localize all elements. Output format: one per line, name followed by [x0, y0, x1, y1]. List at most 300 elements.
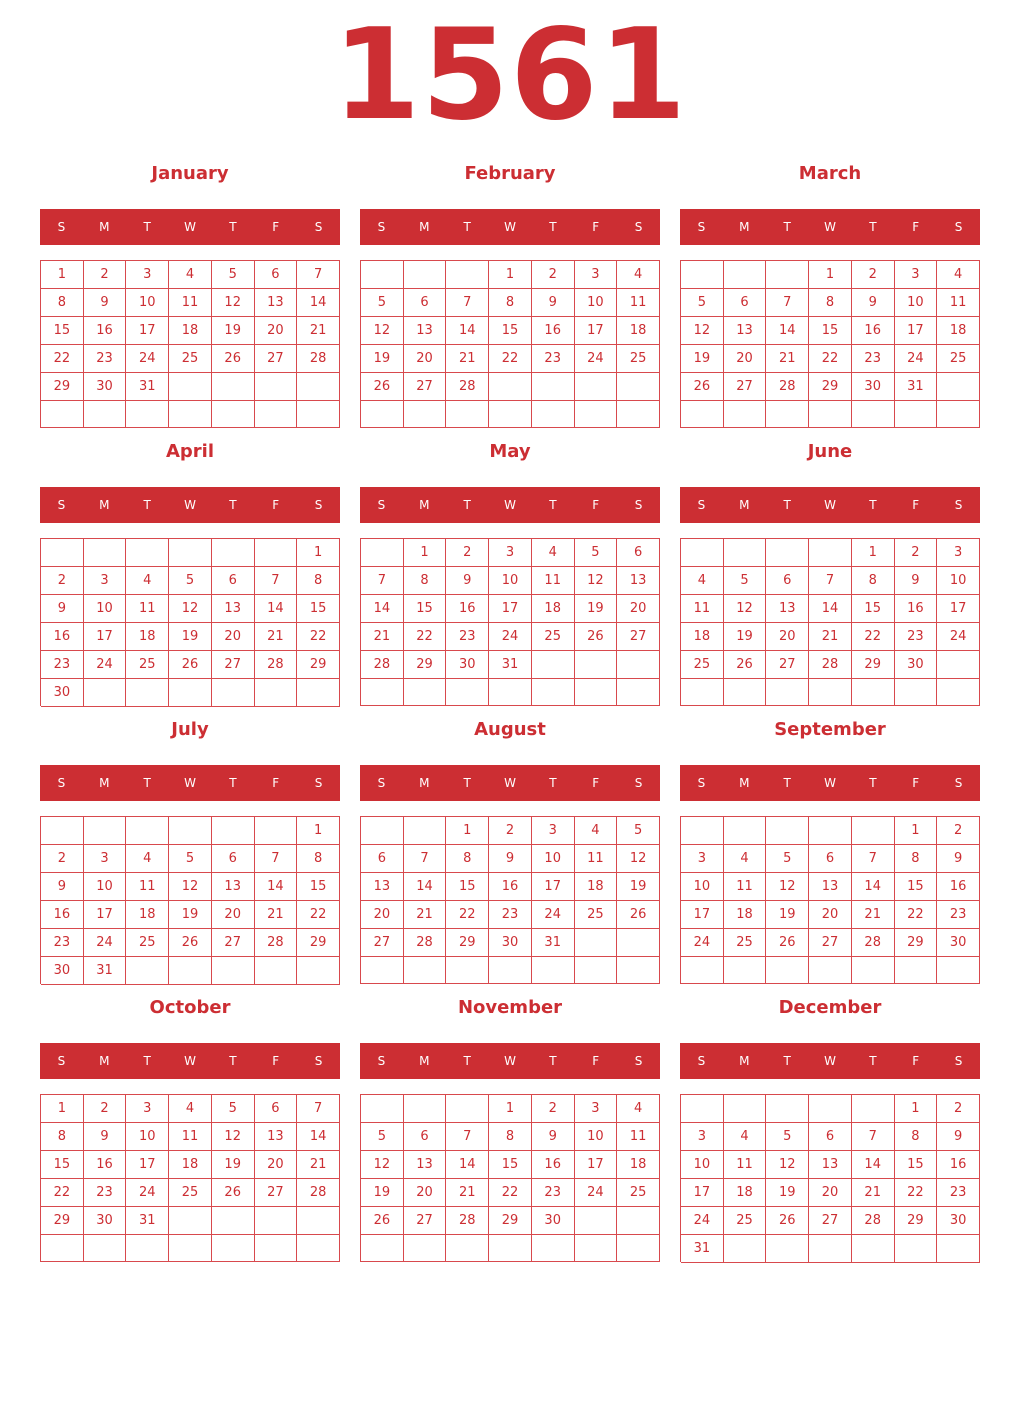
- weekday-label: S: [377, 1054, 386, 1068]
- day-cell: 5: [169, 567, 212, 595]
- day-cell: 13: [255, 289, 298, 317]
- weekday-label: S: [57, 1054, 66, 1068]
- day-cell: 17: [681, 901, 724, 929]
- day-cell: 3: [681, 845, 724, 873]
- weekday-label: S: [697, 1054, 706, 1068]
- day-cell: 10: [84, 595, 127, 623]
- weekday-label: F: [272, 220, 280, 234]
- day-cell: [446, 261, 489, 289]
- day-cell: 3: [126, 261, 169, 289]
- day-cell: [617, 957, 660, 984]
- day-cell: [255, 401, 298, 428]
- day-cell: 2: [937, 817, 980, 845]
- day-cell: [681, 401, 724, 428]
- weekday-label: S: [697, 776, 706, 790]
- day-cell: 18: [617, 1151, 660, 1179]
- day-cell: 19: [169, 623, 212, 651]
- day-cell: 30: [84, 1207, 127, 1235]
- day-cell: 24: [937, 623, 980, 651]
- weekday-label: W: [184, 498, 196, 512]
- day-cell: [681, 679, 724, 706]
- day-cell: [169, 957, 212, 985]
- day-cell: 16: [937, 1151, 980, 1179]
- day-cell: 1: [489, 261, 532, 289]
- weekday-label: M: [99, 776, 110, 790]
- day-cell: 20: [809, 1179, 852, 1207]
- day-cell: 25: [724, 1207, 767, 1235]
- day-cell: 14: [766, 317, 809, 345]
- day-cell: 16: [84, 317, 127, 345]
- day-cell: 3: [575, 1095, 618, 1123]
- day-cell: [575, 957, 618, 984]
- day-cell: [766, 679, 809, 706]
- day-cell: 29: [809, 373, 852, 401]
- day-cell: 27: [809, 929, 852, 957]
- day-cell: 17: [126, 1151, 169, 1179]
- day-cell: 28: [361, 651, 404, 679]
- day-grid: [360, 816, 660, 984]
- day-cell: 18: [169, 317, 212, 345]
- weekday-label: W: [184, 220, 196, 234]
- day-cell: 11: [126, 873, 169, 901]
- weekday-label: T: [869, 1054, 877, 1068]
- day-cell: 6: [766, 567, 809, 595]
- day-cell: 16: [489, 873, 532, 901]
- day-cell: 9: [489, 845, 532, 873]
- day-cell: [532, 957, 575, 984]
- day-cell: 17: [532, 873, 575, 901]
- day-cell: 31: [126, 373, 169, 401]
- day-cell: 21: [297, 317, 340, 345]
- day-cell: 26: [575, 623, 618, 651]
- day-cell: 13: [212, 873, 255, 901]
- day-cell: 21: [852, 901, 895, 929]
- weekday-label: T: [229, 498, 237, 512]
- day-cell: 24: [575, 1179, 618, 1207]
- day-cell: 29: [489, 1207, 532, 1235]
- day-cell: [446, 1235, 489, 1262]
- day-cell: 25: [126, 651, 169, 679]
- day-cell: 15: [489, 317, 532, 345]
- day-cell: 7: [404, 845, 447, 873]
- day-cell: [532, 401, 575, 428]
- day-cell: [895, 1235, 938, 1263]
- day-cell: [724, 679, 767, 706]
- weekday-header: [680, 487, 980, 523]
- day-cell: [766, 957, 809, 984]
- day-cell: 21: [255, 623, 298, 651]
- weekday-label: T: [463, 220, 471, 234]
- day-cell: 11: [169, 289, 212, 317]
- day-cell: 29: [446, 929, 489, 957]
- day-cell: 19: [724, 623, 767, 651]
- weekday-label: S: [634, 220, 643, 234]
- weekday-label: S: [954, 498, 963, 512]
- day-cell: 2: [41, 845, 84, 873]
- day-cell: 31: [681, 1235, 724, 1263]
- day-grid: [40, 816, 340, 984]
- day-cell: 5: [212, 261, 255, 289]
- day-cell: [169, 679, 212, 707]
- day-cell: 6: [212, 567, 255, 595]
- day-cell: [724, 1235, 767, 1263]
- day-cell: 10: [575, 1123, 618, 1151]
- day-cell: 18: [126, 623, 169, 651]
- day-cell: 6: [212, 845, 255, 873]
- day-cell: 30: [489, 929, 532, 957]
- day-cell: 25: [724, 929, 767, 957]
- day-cell: 2: [84, 261, 127, 289]
- day-cell: [404, 1095, 447, 1123]
- weekday-label: W: [504, 1054, 516, 1068]
- day-cell: 26: [361, 373, 404, 401]
- day-cell: 20: [255, 317, 298, 345]
- weekday-header: [360, 487, 660, 523]
- day-cell: [212, 817, 255, 845]
- weekday-label: F: [592, 1054, 600, 1068]
- day-cell: 14: [446, 317, 489, 345]
- day-cell: 22: [41, 1179, 84, 1207]
- weekday-label: S: [57, 776, 66, 790]
- day-cell: 20: [766, 623, 809, 651]
- day-cell: 14: [852, 873, 895, 901]
- weekday-label: F: [272, 498, 280, 512]
- day-cell: 30: [895, 651, 938, 679]
- weekday-label: W: [504, 776, 516, 790]
- month-title: February: [464, 163, 556, 184]
- day-cell: [617, 679, 660, 706]
- day-cell: 26: [212, 345, 255, 373]
- day-cell: 28: [766, 373, 809, 401]
- day-cell: 28: [809, 651, 852, 679]
- day-cell: 30: [84, 373, 127, 401]
- day-cell: 9: [895, 567, 938, 595]
- day-cell: 8: [446, 845, 489, 873]
- weekday-label: W: [504, 220, 516, 234]
- day-cell: 4: [126, 567, 169, 595]
- day-cell: 4: [681, 567, 724, 595]
- day-cell: 7: [255, 567, 298, 595]
- day-cell: 4: [169, 261, 212, 289]
- day-cell: [255, 957, 298, 985]
- day-cell: 7: [446, 289, 489, 317]
- day-cell: 17: [575, 1151, 618, 1179]
- day-cell: 25: [126, 929, 169, 957]
- day-cell: [766, 817, 809, 845]
- day-cell: 22: [489, 345, 532, 373]
- day-cell: 31: [84, 957, 127, 985]
- weekday-header: [680, 209, 980, 245]
- day-cell: 7: [446, 1123, 489, 1151]
- day-grid: [680, 816, 980, 984]
- day-cell: 12: [766, 873, 809, 901]
- day-cell: [404, 1235, 447, 1262]
- day-cell: 3: [84, 845, 127, 873]
- day-cell: [809, 539, 852, 567]
- weekday-header: [40, 765, 340, 801]
- day-cell: 2: [532, 1095, 575, 1123]
- day-cell: 24: [681, 929, 724, 957]
- day-cell: [212, 539, 255, 567]
- day-cell: 7: [852, 845, 895, 873]
- weekday-label: W: [504, 498, 516, 512]
- day-cell: [724, 817, 767, 845]
- day-cell: 24: [895, 345, 938, 373]
- day-cell: 17: [489, 595, 532, 623]
- day-cell: 19: [575, 595, 618, 623]
- day-cell: [361, 401, 404, 428]
- day-cell: 8: [41, 1123, 84, 1151]
- day-cell: [126, 817, 169, 845]
- weekday-label: S: [697, 498, 706, 512]
- day-cell: 4: [617, 1095, 660, 1123]
- day-cell: 16: [41, 901, 84, 929]
- day-cell: 19: [169, 901, 212, 929]
- day-cell: [126, 1235, 169, 1262]
- day-cell: [895, 679, 938, 706]
- day-cell: 1: [852, 539, 895, 567]
- day-cell: 8: [489, 289, 532, 317]
- day-cell: 24: [532, 901, 575, 929]
- day-cell: 23: [937, 1179, 980, 1207]
- weekday-label: F: [912, 1054, 920, 1068]
- weekday-label: T: [229, 776, 237, 790]
- weekday-label: M: [739, 1054, 750, 1068]
- day-cell: 4: [169, 1095, 212, 1123]
- day-cell: [809, 1235, 852, 1263]
- day-cell: 12: [169, 873, 212, 901]
- day-cell: [361, 957, 404, 984]
- day-cell: 10: [937, 567, 980, 595]
- day-cell: 26: [681, 373, 724, 401]
- day-cell: [724, 957, 767, 984]
- day-cell: 13: [255, 1123, 298, 1151]
- day-cell: 6: [404, 289, 447, 317]
- day-cell: 1: [809, 261, 852, 289]
- weekday-label: T: [549, 1054, 557, 1068]
- weekday-header: [360, 765, 660, 801]
- weekday-header: [360, 209, 660, 245]
- day-cell: 3: [895, 261, 938, 289]
- day-grid: [680, 538, 980, 706]
- month-title: September: [774, 719, 886, 740]
- day-cell: 27: [404, 373, 447, 401]
- day-cell: [404, 817, 447, 845]
- day-cell: 18: [681, 623, 724, 651]
- day-cell: [297, 401, 340, 428]
- day-cell: 23: [84, 345, 127, 373]
- weekday-label: M: [419, 1054, 430, 1068]
- day-cell: [575, 1235, 618, 1262]
- day-cell: [617, 1235, 660, 1262]
- weekday-label: F: [272, 1054, 280, 1068]
- day-cell: [212, 373, 255, 401]
- day-cell: 8: [895, 1123, 938, 1151]
- day-cell: [532, 679, 575, 706]
- day-cell: 18: [617, 317, 660, 345]
- day-cell: 5: [361, 1123, 404, 1151]
- day-cell: 24: [575, 345, 618, 373]
- day-cell: [575, 1207, 618, 1235]
- day-cell: 19: [766, 901, 809, 929]
- day-cell: 24: [84, 929, 127, 957]
- day-cell: 22: [404, 623, 447, 651]
- day-cell: [809, 401, 852, 428]
- day-cell: 23: [937, 901, 980, 929]
- weekday-label: W: [824, 220, 836, 234]
- weekday-label: S: [57, 220, 66, 234]
- day-cell: 21: [809, 623, 852, 651]
- day-cell: [169, 373, 212, 401]
- day-cell: [575, 929, 618, 957]
- day-cell: 5: [361, 289, 404, 317]
- day-cell: 12: [617, 845, 660, 873]
- day-cell: [532, 373, 575, 401]
- day-cell: 2: [84, 1095, 127, 1123]
- day-cell: 18: [724, 901, 767, 929]
- day-cell: 3: [126, 1095, 169, 1123]
- day-cell: 15: [489, 1151, 532, 1179]
- day-cell: 13: [809, 1151, 852, 1179]
- day-cell: 15: [297, 595, 340, 623]
- day-cell: 21: [446, 345, 489, 373]
- weekday-label: M: [739, 776, 750, 790]
- day-cell: 4: [575, 817, 618, 845]
- day-cell: 16: [895, 595, 938, 623]
- day-cell: 15: [404, 595, 447, 623]
- day-cell: 21: [255, 901, 298, 929]
- day-cell: 31: [126, 1207, 169, 1235]
- month-title: November: [457, 997, 563, 1018]
- day-cell: 21: [766, 345, 809, 373]
- weekday-label: T: [143, 498, 151, 512]
- day-cell: [937, 401, 980, 428]
- day-cell: 5: [724, 567, 767, 595]
- day-cell: [724, 261, 767, 289]
- day-cell: 18: [532, 595, 575, 623]
- day-cell: 22: [852, 623, 895, 651]
- day-cell: 15: [852, 595, 895, 623]
- month-title: January: [151, 163, 229, 184]
- weekday-label: T: [783, 220, 791, 234]
- day-cell: 25: [681, 651, 724, 679]
- day-cell: 28: [446, 1207, 489, 1235]
- weekday-label: F: [912, 220, 920, 234]
- weekday-label: F: [592, 220, 600, 234]
- day-cell: 12: [212, 1123, 255, 1151]
- day-cell: 20: [255, 1151, 298, 1179]
- weekday-label: S: [954, 220, 963, 234]
- day-grid: [360, 1094, 660, 1262]
- day-cell: 4: [937, 261, 980, 289]
- day-cell: [575, 679, 618, 706]
- day-cell: 24: [84, 651, 127, 679]
- day-cell: [169, 817, 212, 845]
- day-cell: [169, 401, 212, 428]
- day-cell: 13: [361, 873, 404, 901]
- day-cell: [446, 957, 489, 984]
- day-cell: 8: [489, 1123, 532, 1151]
- day-cell: 16: [852, 317, 895, 345]
- weekday-label: S: [634, 498, 643, 512]
- day-cell: 7: [297, 261, 340, 289]
- day-cell: [212, 957, 255, 985]
- day-cell: 23: [852, 345, 895, 373]
- day-cell: [937, 373, 980, 401]
- day-cell: [489, 373, 532, 401]
- day-cell: [297, 957, 340, 985]
- weekday-label: T: [463, 1054, 471, 1068]
- day-cell: [617, 1207, 660, 1235]
- day-cell: [532, 1235, 575, 1262]
- day-grid: [360, 538, 660, 706]
- day-cell: [255, 1207, 298, 1235]
- day-cell: 17: [681, 1179, 724, 1207]
- day-grid: [40, 1094, 340, 1262]
- day-cell: 11: [724, 1151, 767, 1179]
- day-grid: [40, 260, 340, 428]
- day-cell: [766, 1235, 809, 1263]
- day-cell: 26: [766, 1207, 809, 1235]
- weekday-label: S: [377, 498, 386, 512]
- day-cell: 11: [126, 595, 169, 623]
- day-cell: [681, 957, 724, 984]
- day-cell: 29: [852, 651, 895, 679]
- day-cell: 29: [404, 651, 447, 679]
- day-cell: 28: [446, 373, 489, 401]
- day-cell: 20: [404, 1179, 447, 1207]
- day-cell: 2: [937, 1095, 980, 1123]
- day-cell: 10: [489, 567, 532, 595]
- day-cell: 8: [404, 567, 447, 595]
- weekday-label: T: [783, 498, 791, 512]
- weekday-label: T: [869, 220, 877, 234]
- day-cell: 11: [532, 567, 575, 595]
- day-cell: 3: [489, 539, 532, 567]
- day-cell: 18: [937, 317, 980, 345]
- day-cell: 25: [169, 345, 212, 373]
- day-cell: [532, 651, 575, 679]
- day-cell: 15: [297, 873, 340, 901]
- day-cell: 31: [489, 651, 532, 679]
- weekday-label: F: [912, 498, 920, 512]
- day-cell: 11: [724, 873, 767, 901]
- day-cell: 7: [255, 845, 298, 873]
- day-cell: 7: [852, 1123, 895, 1151]
- day-cell: 29: [297, 651, 340, 679]
- day-cell: 10: [895, 289, 938, 317]
- weekday-label: T: [549, 498, 557, 512]
- day-cell: [489, 679, 532, 706]
- day-cell: 16: [41, 623, 84, 651]
- day-cell: 28: [255, 929, 298, 957]
- weekday-label: M: [739, 220, 750, 234]
- day-cell: 5: [681, 289, 724, 317]
- day-cell: 4: [532, 539, 575, 567]
- day-cell: 12: [724, 595, 767, 623]
- day-cell: 19: [766, 1179, 809, 1207]
- day-cell: 6: [404, 1123, 447, 1151]
- day-cell: [446, 1095, 489, 1123]
- day-cell: [361, 817, 404, 845]
- day-cell: 25: [617, 1179, 660, 1207]
- day-cell: [489, 957, 532, 984]
- day-cell: 16: [532, 317, 575, 345]
- day-cell: 7: [809, 567, 852, 595]
- weekday-label: T: [783, 1054, 791, 1068]
- day-cell: 8: [809, 289, 852, 317]
- weekday-label: W: [824, 498, 836, 512]
